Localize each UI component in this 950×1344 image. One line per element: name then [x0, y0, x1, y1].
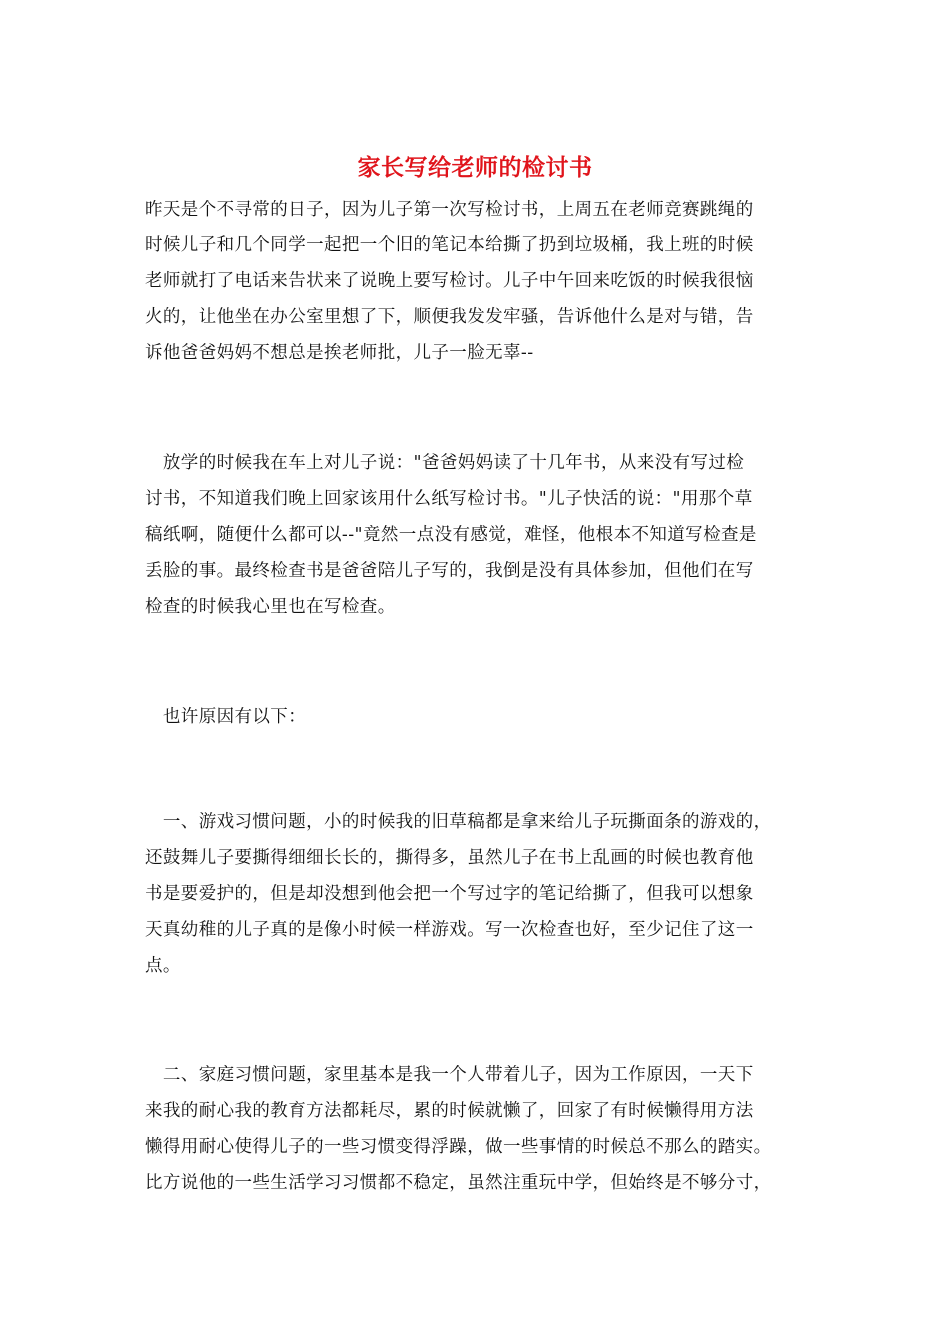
paragraph-5-line-3: 懒得用耐心使得儿子的一些习惯变得浮躁，做一些事情的时候总不那么的踏实。: [145, 1137, 772, 1157]
paragraph-1-line-4: 火的，让他坐在办公室里想了下，顺便我发发牢骚，告诉他什么是对与错，告: [145, 307, 754, 327]
paragraph-1-line-1: 昨天是个不寻常的日子，因为儿子第一次写检讨书，上周五在老师竞赛跳绳的: [145, 200, 754, 220]
paragraph-4-line-1: 一、游戏习惯问题，小的时候我的旧草稿都是拿来给儿子玩撕面条的游戏的，: [145, 812, 772, 832]
paragraph-4-line-2: 还鼓舞儿子要撕得细细长长的，撕得多，虽然儿子在书上乱画的时候也教育他: [145, 848, 754, 868]
paragraph-3-line-1: 也许原因有以下：: [145, 707, 307, 727]
paragraph-2-line-1: 放学的时候我在车上对儿子说："爸爸妈妈读了十几年书，从来没有写过检: [145, 453, 745, 473]
paragraph-5-line-4: 比方说他的一些生活学习习惯都不稳定，虽然注重玩中学，但始终是不够分寸，: [145, 1173, 772, 1193]
paragraph-4-line-3: 书是要爱护的，但是却没想到他会把一个写过字的笔记给撕了，但我可以想象: [145, 884, 754, 904]
paragraph-4-line-5: 点。: [145, 956, 181, 976]
paragraph-5-line-2: 来我的耐心我的教育方法都耗尽，累的时候就懒了，回家了有时候懒得用方法: [145, 1101, 754, 1121]
paragraph-2-line-3: 稿纸啊，随便什么都可以--"竟然一点没有感觉，难怪，他根本不知道写检查是: [145, 525, 757, 545]
paragraph-5-line-1: 二、家庭习惯问题，家里基本是我一个人带着儿子，因为工作原因，一天下: [145, 1065, 754, 1085]
paragraph-1-line-3: 老师就打了电话来告状来了说晚上要写检讨。儿子中午回来吃饭的时候我很恼: [145, 271, 754, 291]
paragraph-4-line-4: 天真幼稚的儿子真的是像小时候一样游戏。写一次检查也好，至少记住了这一: [145, 920, 754, 940]
paragraph-2-line-4: 丢脸的事。最终检查书是爸爸陪儿子写的，我倒是没有具体参加，但他们在写: [145, 561, 754, 581]
document-title: 家长写给老师的检讨书: [357, 154, 593, 181]
paragraph-2-line-2: 讨书，不知道我们晚上回家该用什么纸写检讨书。"儿子快活的说："用那个草: [145, 489, 753, 509]
paragraph-1-line-2: 时候儿子和几个同学一起把一个旧的笔记本给撕了扔到垃圾桶，我上班的时候: [145, 235, 754, 255]
paragraph-2-line-5: 检查的时候我心里也在写检查。: [145, 597, 396, 617]
paragraph-1-line-5: 诉他爸爸妈妈不想总是挨老师批，儿子一脸无辜--: [145, 343, 534, 363]
